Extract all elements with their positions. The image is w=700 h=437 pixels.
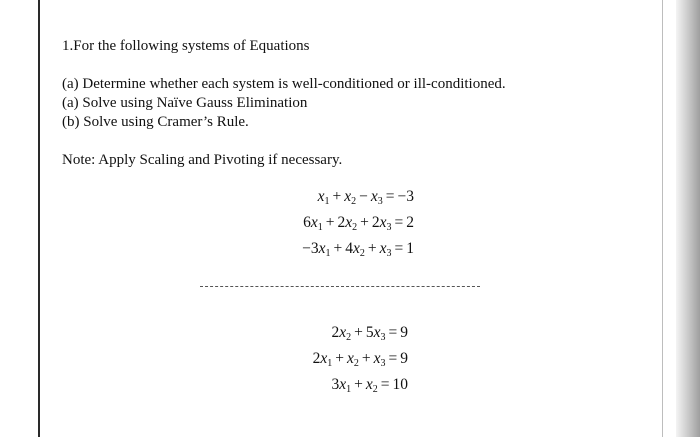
term-variable: x bbox=[339, 324, 347, 341]
equation-term bbox=[318, 188, 330, 205]
term-variable: x bbox=[320, 350, 328, 367]
equation-term bbox=[372, 214, 392, 231]
equation-term bbox=[331, 376, 351, 393]
equation-term bbox=[371, 188, 383, 205]
right-margin-rule bbox=[662, 0, 663, 437]
equation-system-1 bbox=[302, 186, 414, 264]
dashed-separator bbox=[200, 286, 480, 287]
term-subscript: 1 bbox=[327, 358, 333, 369]
system-1-equation-3 bbox=[302, 238, 414, 264]
system-1-equation-2 bbox=[302, 212, 414, 238]
equation-operator: + bbox=[361, 350, 371, 367]
equation-rhs: 2 bbox=[406, 214, 414, 231]
part-b-cramer: (b) Solve using Cramer’s Rule. bbox=[62, 114, 249, 130]
equation-operator: + bbox=[354, 376, 363, 393]
term-coefficient: 5 bbox=[365, 324, 374, 341]
equals-sign: = bbox=[380, 376, 390, 393]
term-subscript: 3 bbox=[380, 332, 386, 343]
equals-sign: = bbox=[385, 188, 395, 205]
term-coefficient: 4 bbox=[345, 240, 353, 257]
equation-term bbox=[331, 324, 351, 341]
equation-term bbox=[366, 376, 378, 393]
term-variable: x bbox=[345, 214, 353, 231]
term-subscript: 3 bbox=[386, 222, 392, 233]
equation-term bbox=[345, 240, 365, 257]
equation-operator: + bbox=[335, 350, 344, 367]
term-variable: x bbox=[346, 350, 354, 367]
term-variable: x bbox=[365, 376, 373, 393]
term-coefficient: 2 bbox=[331, 324, 340, 341]
equation-operator: + bbox=[360, 214, 369, 231]
equation-term bbox=[337, 214, 357, 231]
equation-rhs: 1 bbox=[406, 240, 414, 257]
left-margin-rule bbox=[38, 0, 40, 437]
equation-term bbox=[303, 214, 323, 231]
equation-term bbox=[347, 350, 359, 367]
equation-operator: + bbox=[367, 240, 377, 257]
term-subscript: 1 bbox=[346, 384, 352, 395]
equals-sign: = bbox=[394, 214, 404, 231]
term-subscript: 3 bbox=[380, 358, 386, 369]
term-coefficient: 6 bbox=[303, 214, 311, 231]
equation-operator: + bbox=[332, 188, 342, 205]
term-subscript: 3 bbox=[377, 196, 383, 207]
term-variable: x bbox=[344, 188, 352, 205]
system-2-equation-1 bbox=[313, 322, 408, 348]
equation-term bbox=[366, 324, 386, 341]
system-2-equation-3 bbox=[313, 374, 408, 400]
term-subscript: 2 bbox=[346, 332, 352, 343]
equation-operator: + bbox=[333, 240, 343, 257]
term-variable: x bbox=[318, 240, 326, 257]
equals-sign: = bbox=[394, 240, 404, 257]
term-subscript: 1 bbox=[324, 196, 330, 207]
equation-system-2 bbox=[313, 322, 408, 400]
term-coefficient: 2 bbox=[337, 214, 346, 231]
system-2-equation-2 bbox=[313, 348, 408, 374]
problem-heading: 1.For the following systems of Equations bbox=[62, 38, 310, 54]
term-variable: x bbox=[379, 214, 387, 231]
term-subscript: 3 bbox=[386, 248, 392, 259]
term-variable: x bbox=[370, 188, 378, 205]
term-subscript: 2 bbox=[352, 222, 358, 233]
term-subscript: 2 bbox=[359, 248, 365, 259]
equation-rhs: 10 bbox=[392, 376, 408, 393]
part-a-conditioning: (a) Determine whether each system is well-conditioned or ill-conditioned. bbox=[62, 76, 506, 92]
equation-rhs: 9 bbox=[400, 350, 408, 367]
term-variable: x bbox=[339, 376, 347, 393]
equation-term bbox=[374, 350, 386, 367]
equals-sign: = bbox=[388, 324, 398, 341]
equation-term bbox=[380, 240, 392, 257]
system-1-equation-1 bbox=[302, 186, 414, 212]
term-variable: x bbox=[373, 324, 381, 341]
term-coefficient: 2 bbox=[371, 214, 380, 231]
term-subscript: 1 bbox=[325, 248, 331, 259]
part-a-gauss: (a) Solve using Naïve Gauss Elimination bbox=[62, 95, 308, 111]
term-subscript: 2 bbox=[372, 384, 378, 395]
equation-rhs: −3 bbox=[397, 188, 414, 205]
equals-sign: = bbox=[388, 350, 398, 367]
equation-operator: − bbox=[359, 188, 368, 205]
term-variable: x bbox=[317, 188, 325, 205]
term-coefficient: 2 bbox=[312, 350, 321, 367]
term-variable: x bbox=[379, 240, 387, 257]
equation-operator: + bbox=[325, 214, 335, 231]
term-subscript: 2 bbox=[351, 196, 357, 207]
term-subscript: 1 bbox=[317, 222, 323, 233]
term-variable: x bbox=[373, 350, 381, 367]
equation-term bbox=[302, 240, 330, 257]
term-coefficient: 3 bbox=[331, 376, 340, 393]
page-edge-shadow bbox=[676, 0, 700, 437]
equation-rhs: 9 bbox=[400, 324, 408, 341]
equation-term bbox=[313, 350, 333, 367]
equation-term bbox=[344, 188, 356, 205]
note-text: Note: Apply Scaling and Pivoting if necessary. bbox=[62, 152, 343, 168]
term-coefficient: −3 bbox=[302, 240, 319, 257]
equation-operator: + bbox=[354, 324, 363, 341]
term-subscript: 2 bbox=[353, 358, 359, 369]
term-variable: x bbox=[310, 214, 318, 231]
term-variable: x bbox=[352, 240, 360, 257]
